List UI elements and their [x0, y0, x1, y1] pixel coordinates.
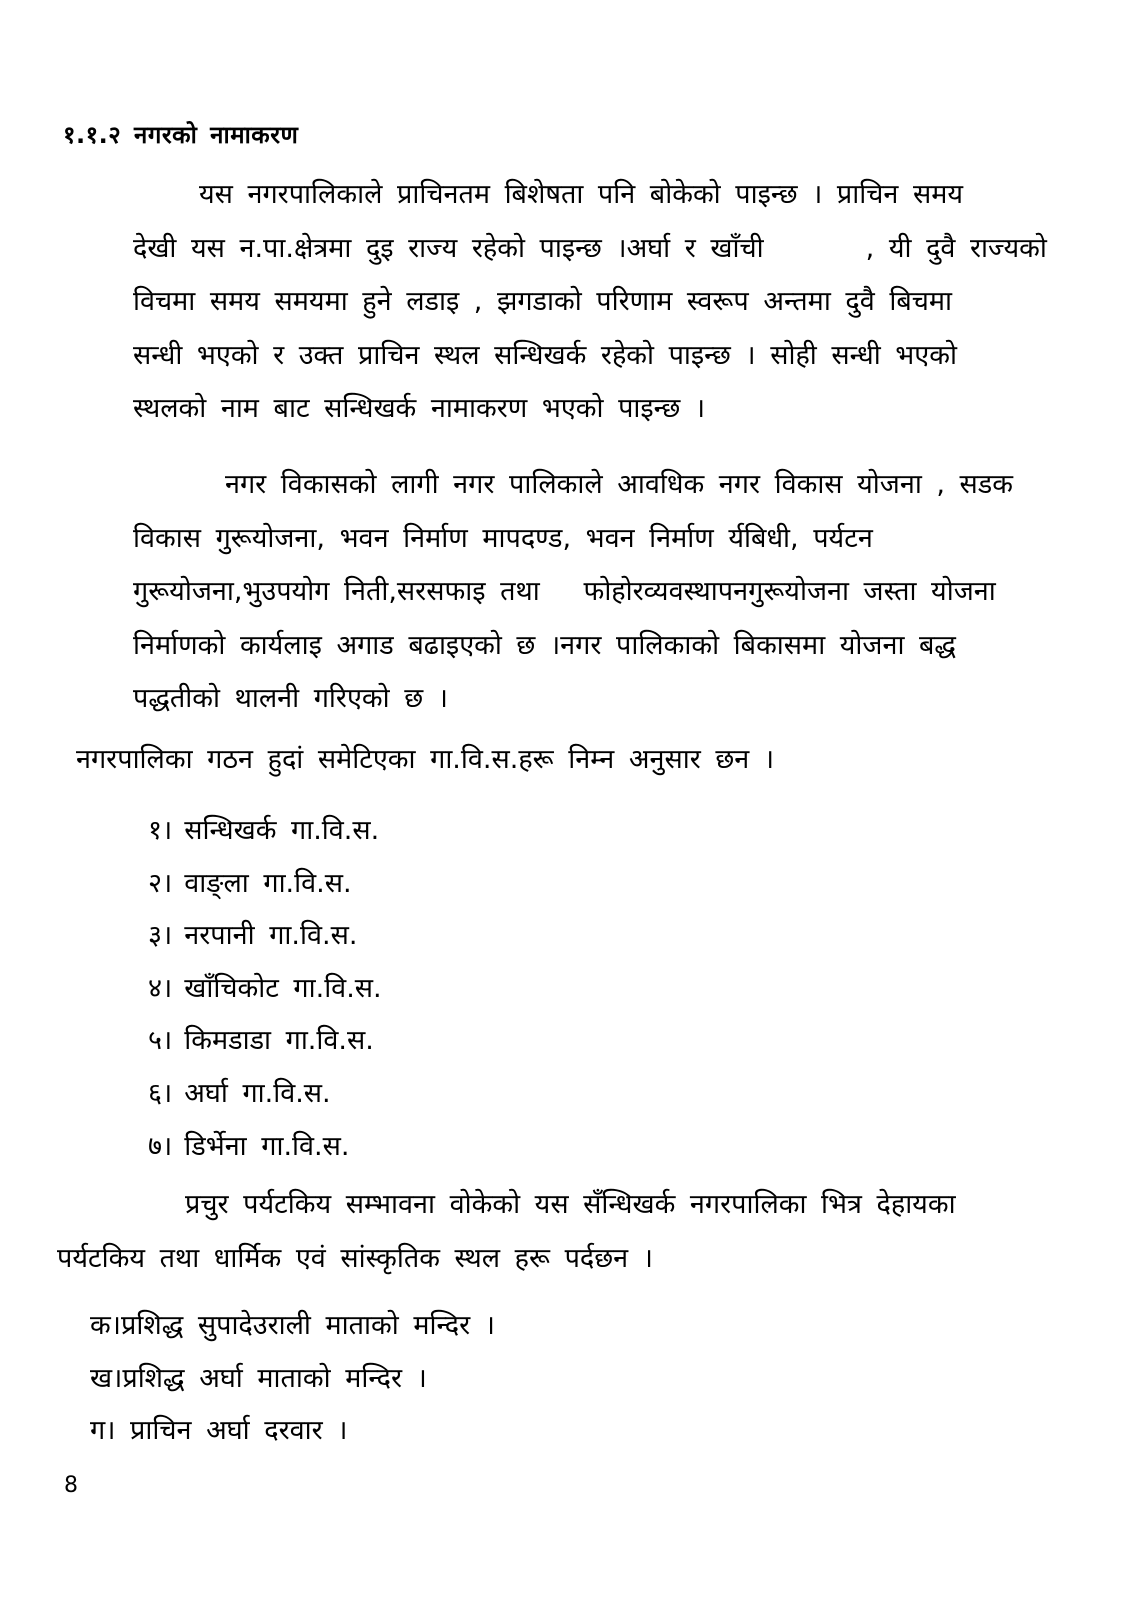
list-item-letter: ग। [90, 1415, 116, 1447]
paragraph-development [133, 458, 1043, 726]
list-item-number: २। [148, 867, 173, 899]
list-item-label: प्रशिद्ध सुपादेउराली माताको मन्दिर । [120, 1310, 495, 1341]
religious-site-list [90, 1300, 495, 1458]
list-item [90, 1405, 495, 1458]
text-line: नगरपालिका गठन हुदां समेटिएका गा.वि.स.हरू निम्न अनुसार छन । [76, 744, 775, 775]
list-item-label: किमडाडा गा.वि.स. [184, 1025, 374, 1057]
text-line: प्रचुर पर्यटकिय सम्भावना वोकेको यस सँन्धिखर्क नगरपालिका भित्र देहायका [185, 1189, 956, 1220]
list-item-label: प्रशिद्ध अर्घा माताको मन्दिर । [122, 1362, 427, 1394]
list-item-label: अर्घा गा.वि.स. [184, 1077, 331, 1109]
text-line: सन्धी भएको र उक्त प्राचिन स्थल सन्धिखर्क रहेको पाइन्छ । सोही सन्धी भएको [133, 339, 957, 371]
list-item-letter: क। [90, 1310, 121, 1341]
list-item [148, 963, 382, 1016]
text-line: स्थलको नाम बाट सन्धिखर्क नामाकरण भएको पाइन्छ । [133, 393, 706, 424]
list-item-label: प्राचिन अर्घा दरवार । [115, 1415, 348, 1447]
list-item-letter: ख। [90, 1362, 123, 1394]
list-item-number: ३। [148, 920, 173, 952]
list-item [148, 805, 382, 858]
text-line: विकास गुरूयोजना, भवन निर्माण मापदण्ड, भवन निर्माण र्यबिधी, पर्यटन [133, 522, 873, 554]
text-line: पद्धतीको थालनी गरिएको छ । [133, 683, 448, 714]
paragraph-naming [133, 168, 1047, 436]
paragraph-tourism [57, 1178, 1017, 1285]
list-item [148, 910, 382, 963]
list-item-number: ६। [148, 1077, 173, 1109]
list-item-number: ४। [148, 972, 173, 1004]
list-item-label: नरपानी गा.वि.स. [184, 920, 358, 952]
page-number: 8 [64, 1473, 78, 1498]
text-line: विचमा समय समयमा हुने लडाइ , झगडाको परिणाम स्वरूप अन्तमा दुवै बिचमा [133, 286, 953, 317]
list-item-number: ७। [148, 1130, 173, 1162]
list-item-label: डिर्भेना गा.वि.स. [184, 1130, 350, 1162]
text-line: पर्यटकिय तथा धार्मिक एवं सांस्कृतिक स्थल हरू पर्दछन । [57, 1242, 653, 1274]
list-item-number: ५। [148, 1025, 173, 1057]
text-line: गुरूयोजना,भुउपयोग निती,सरसफाइ तथा फोहोरव्यवस्थापनगुरूयोजना जस्ता योजना [133, 576, 996, 607]
list-item-label: सन्धिखर्क गा.वि.स. [184, 815, 380, 846]
text-line: नगर विकासको लागी नगर पालिकाले आवधिक नगर विकास योजना , सडक [225, 469, 1013, 500]
list-item [148, 1121, 382, 1174]
text-line: देखी यस न.पा.क्षेत्रमा दुइ राज्य रहेको पाइन्छ ।अर्घा र खाँची , यी दुवै राज्यको [133, 232, 1047, 264]
section-heading: १.१.२ नगरको नामाकरण [63, 121, 299, 149]
text-line: निर्माणको कार्यलाइ अगाड बढाइएको छ ।नगर पालिकाको बिकासमा योजना बद्ध [133, 629, 957, 661]
list-item [148, 858, 382, 911]
list-item [90, 1353, 495, 1406]
list-item [148, 1015, 382, 1068]
vdc-list [148, 805, 382, 1173]
paragraph-vdc-intro [76, 733, 1086, 787]
list-item [148, 1068, 382, 1121]
list-item [90, 1300, 495, 1353]
text-line: यस नगरपालिकाले प्राचिनतम बिशेषता पनि बोकेको पाइन्छ । प्राचिन समय [199, 179, 964, 210]
list-item-label: वाङ्ला गा.वि.स. [184, 867, 352, 899]
list-item-label: खाँचिकोट गा.वि.स. [184, 972, 382, 1004]
list-item-number: १। [148, 815, 173, 846]
